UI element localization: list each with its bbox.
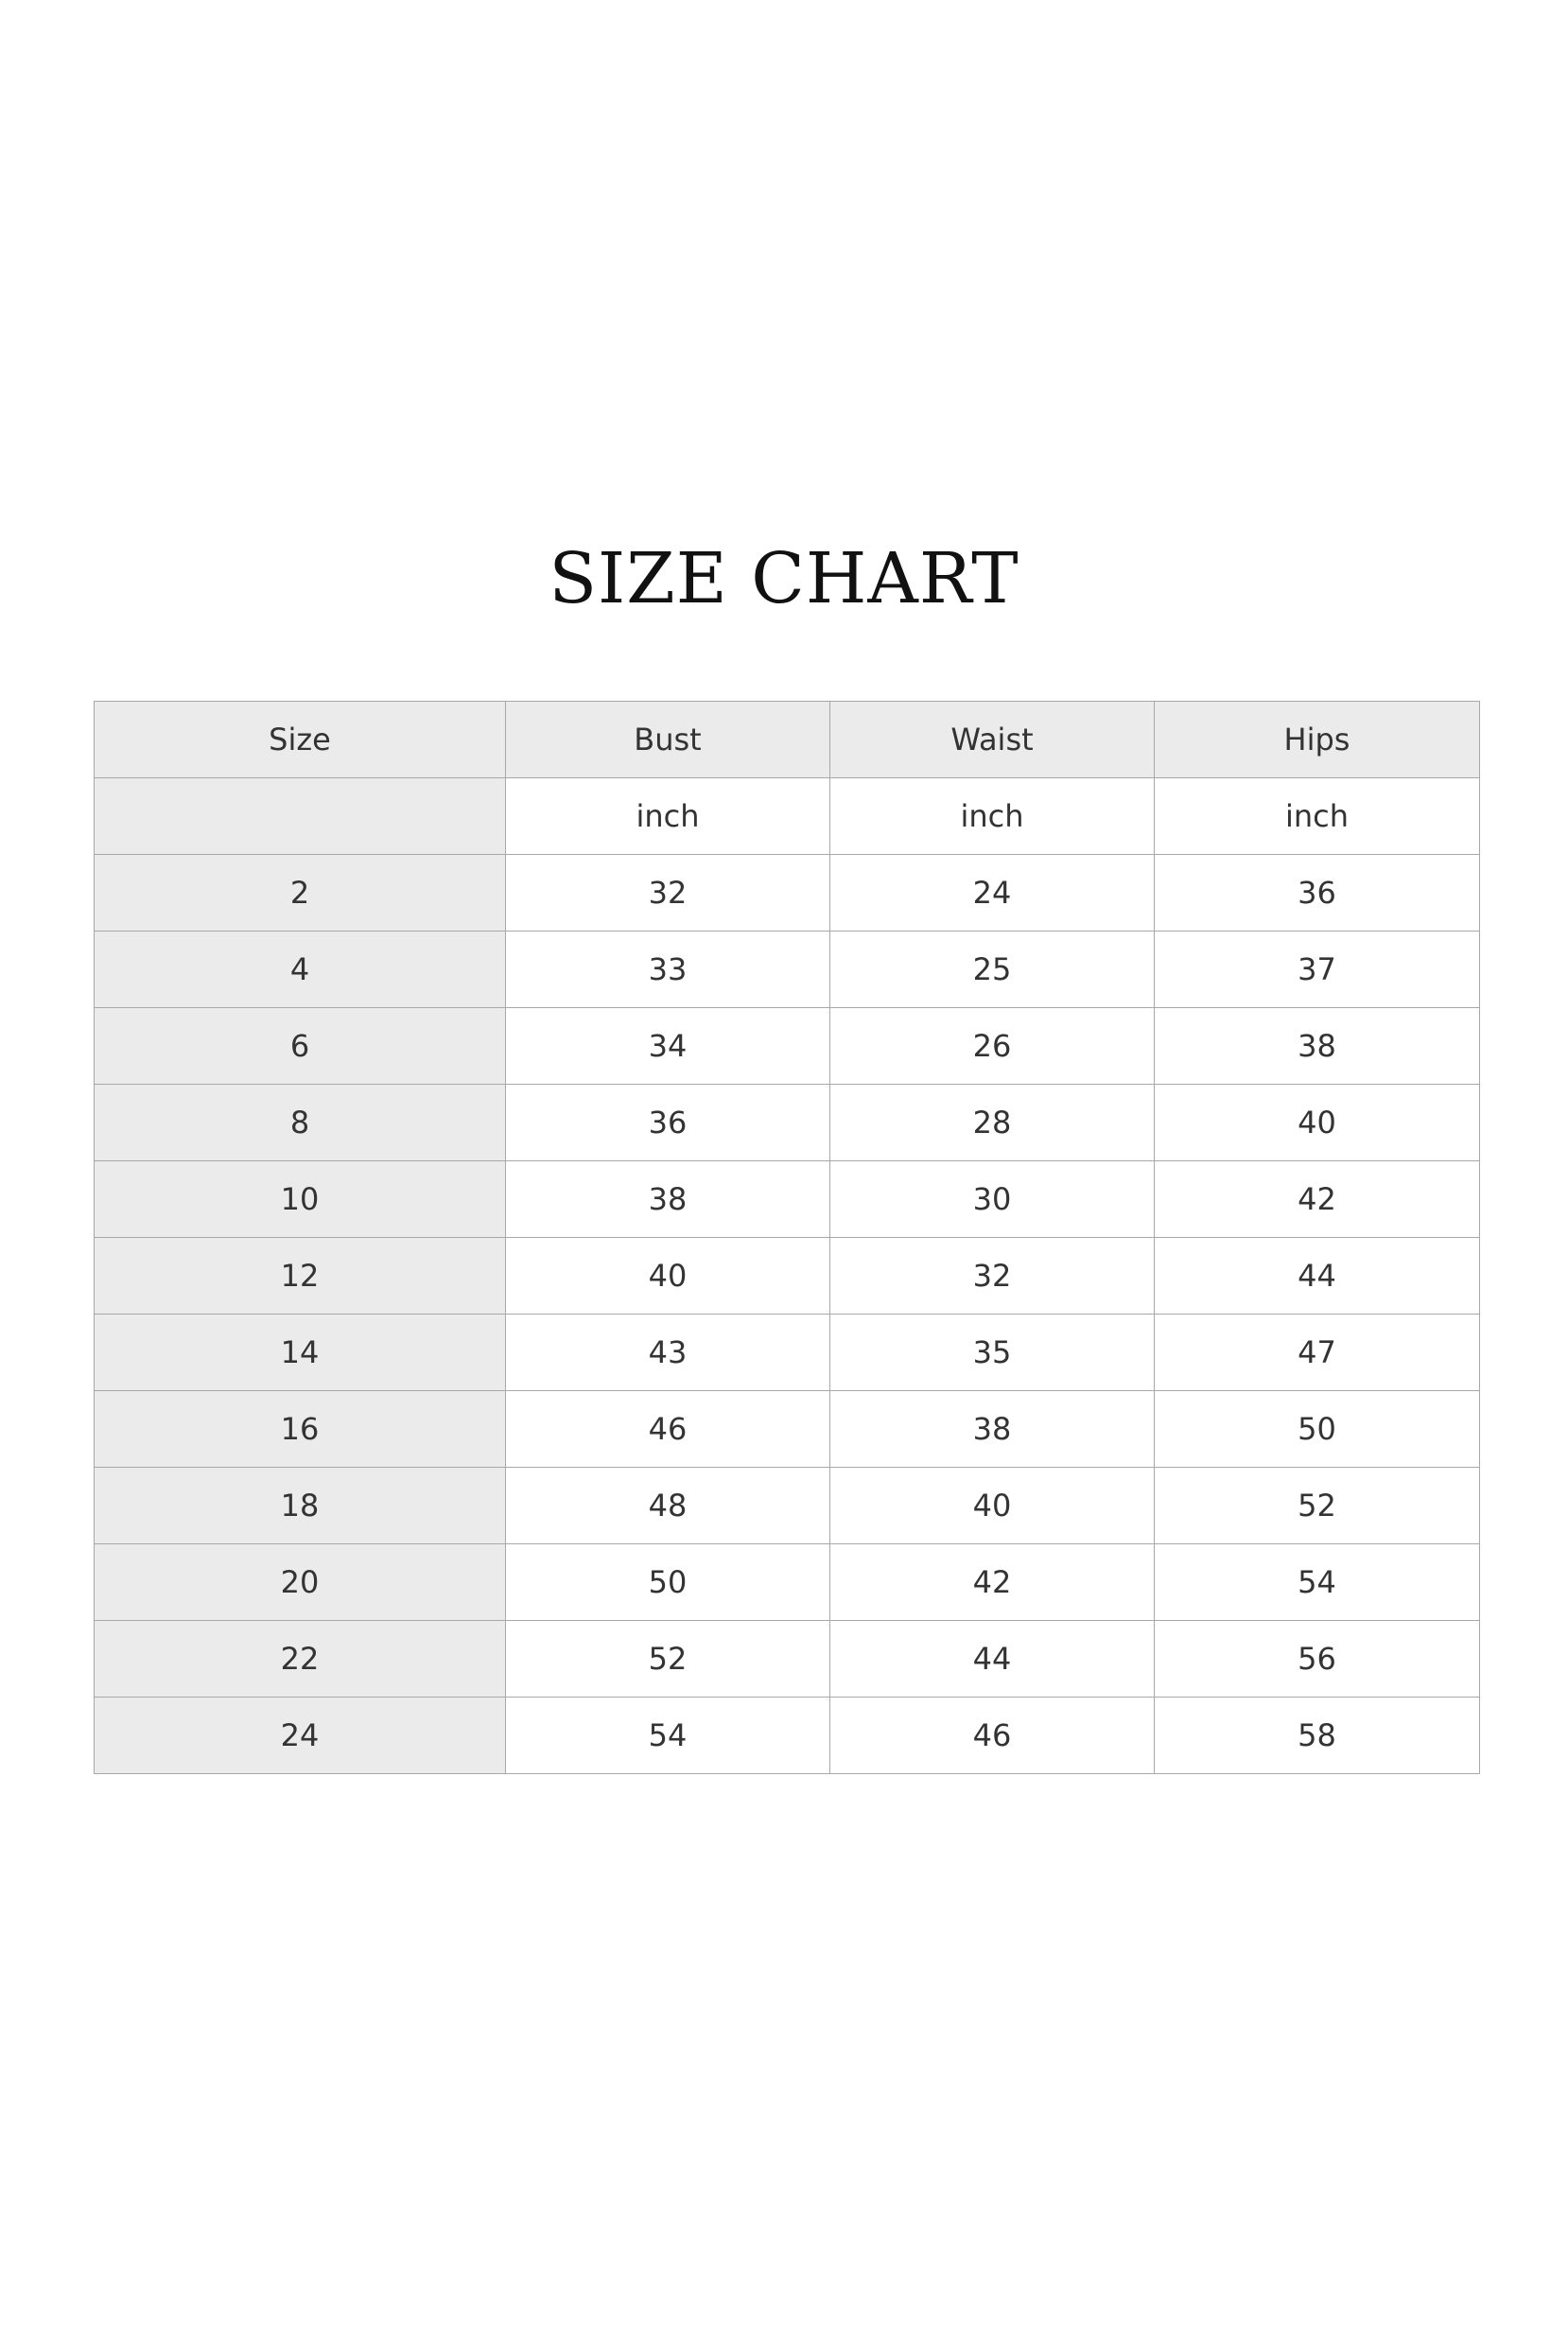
cell-waist: 40 [830,1468,1155,1544]
cell-size: 14 [95,1315,506,1391]
table-row [95,1238,1480,1315]
cell-bust: 32 [506,855,830,932]
cell-size: 10 [95,1161,506,1238]
unit-cell-waist: inch [830,778,1155,855]
cell-hips: 50 [1155,1391,1480,1468]
header-row [95,702,1480,778]
unit-cell-size [95,778,506,855]
cell-hips: 36 [1155,855,1480,932]
cell-hips: 52 [1155,1468,1480,1544]
cell-size: 24 [95,1698,506,1774]
cell-bust: 43 [506,1315,830,1391]
unit-cell-bust: inch [506,778,830,855]
table-row [95,932,1480,1008]
cell-hips: 54 [1155,1544,1480,1621]
cell-bust: 36 [506,1085,830,1161]
table-row [95,1468,1480,1544]
cell-hips: 40 [1155,1085,1480,1161]
cell-waist: 30 [830,1161,1155,1238]
cell-waist: 32 [830,1238,1155,1315]
cell-waist: 25 [830,932,1155,1008]
table-row [95,1391,1480,1468]
cell-bust: 54 [506,1698,830,1774]
table-row [95,1544,1480,1621]
cell-hips: 47 [1155,1315,1480,1391]
cell-hips: 56 [1155,1621,1480,1698]
cell-waist: 28 [830,1085,1155,1161]
page-title: SIZE CHART [549,538,1019,619]
cell-size: 2 [95,855,506,932]
cell-size: 22 [95,1621,506,1698]
table-row [95,1008,1480,1085]
column-header-bust: Bust [506,702,830,778]
table-row [95,1161,1480,1238]
table-row [95,1621,1480,1698]
cell-size: 18 [95,1468,506,1544]
cell-size: 20 [95,1544,506,1621]
table-body [95,778,1480,1774]
cell-size: 4 [95,932,506,1008]
cell-hips: 44 [1155,1238,1480,1315]
cell-waist: 42 [830,1544,1155,1621]
cell-bust: 33 [506,932,830,1008]
table-row [95,1698,1480,1774]
cell-size: 6 [95,1008,506,1085]
cell-hips: 42 [1155,1161,1480,1238]
units-row [95,778,1480,855]
cell-size: 8 [95,1085,506,1161]
cell-bust: 34 [506,1008,830,1085]
cell-bust: 46 [506,1391,830,1468]
cell-bust: 50 [506,1544,830,1621]
table-row [95,1085,1480,1161]
cell-size: 16 [95,1391,506,1468]
cell-bust: 40 [506,1238,830,1315]
cell-bust: 52 [506,1621,830,1698]
cell-bust: 48 [506,1468,830,1544]
column-header-size: Size [95,702,506,778]
column-header-hips: Hips [1155,702,1480,778]
unit-cell-hips: inch [1155,778,1480,855]
cell-hips: 38 [1155,1008,1480,1085]
cell-waist: 35 [830,1315,1155,1391]
cell-waist: 38 [830,1391,1155,1468]
cell-waist: 46 [830,1698,1155,1774]
cell-hips: 58 [1155,1698,1480,1774]
column-header-waist: Waist [830,702,1155,778]
cell-waist: 44 [830,1621,1155,1698]
cell-bust: 38 [506,1161,830,1238]
cell-hips: 37 [1155,932,1480,1008]
cell-waist: 24 [830,855,1155,932]
size-table [94,701,1480,1774]
cell-size: 12 [95,1238,506,1315]
table-row [95,1315,1480,1391]
table-row [95,855,1480,932]
cell-waist: 26 [830,1008,1155,1085]
